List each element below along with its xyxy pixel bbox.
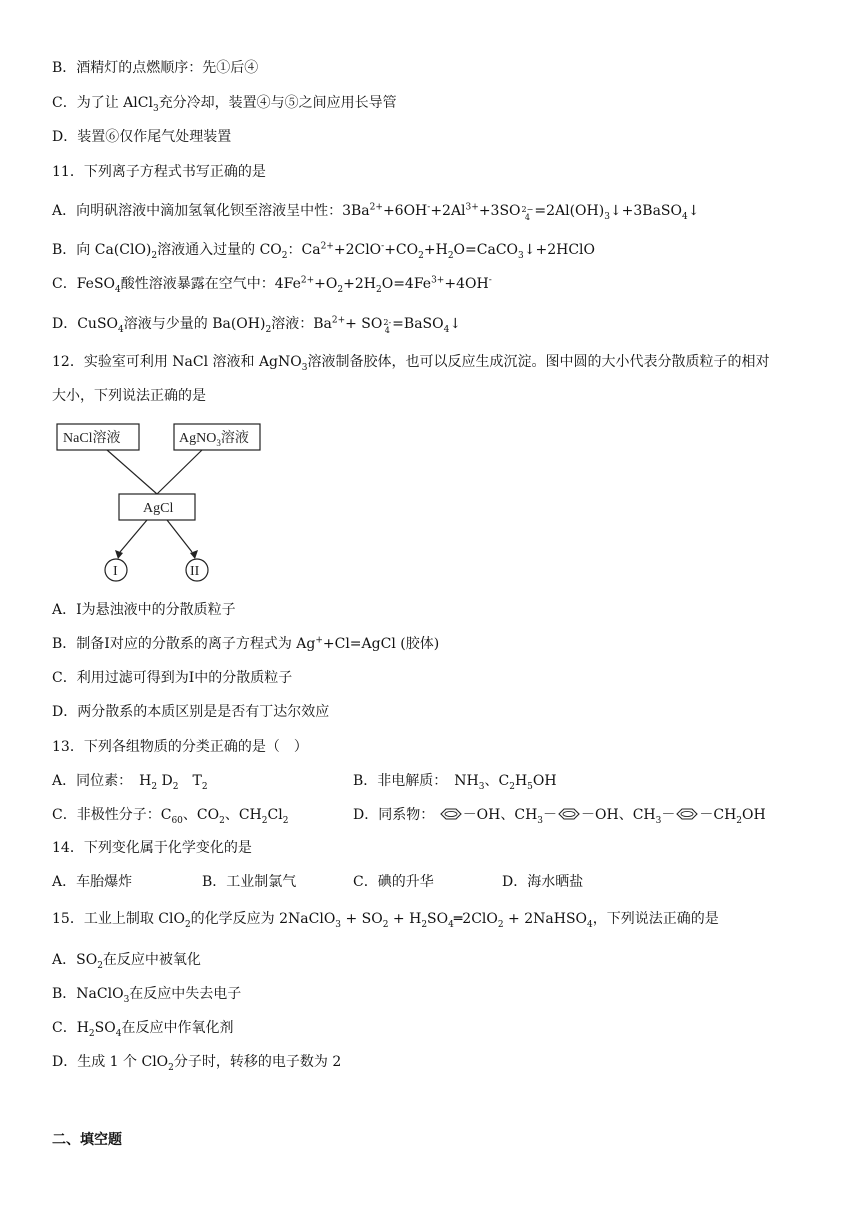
q10-option-c: C．为了让 AlCl$_3$充分冷却，装置④与⑤之间应用长导管 <box>52 95 397 114</box>
benzene-ring-icon <box>675 808 699 820</box>
q15-option-d: D．生成 1 个 ClO$_2$分子时，转移的电子数为 2 <box>52 1054 342 1073</box>
q11-option-b: B．向 $Ca(ClO)_2$溶液通入过量的 $CO_2$：$Ca^{2+}+2ClO^-+CO_2+H_2O=CaCO_3↓+2HClO$ <box>52 241 595 261</box>
q11-option-d: D．CuSO$_4$溶液与少量的 $Ba(OH)_2$溶液：$Ba^{2+}+$ SO 2- 4 =BaSO$_4$↓ <box>52 315 462 335</box>
benzene-ring-icon <box>439 808 463 820</box>
q14-option-d: D．海水晒盐 <box>502 874 584 890</box>
q15-option-a: A．$SO_2$在反应中被氧化 <box>52 952 201 971</box>
agcl-label: AgCl <box>143 501 174 516</box>
circle-i-label: I <box>113 564 118 579</box>
q14-stem: 14．下列变化属于化学变化的是 <box>52 840 252 856</box>
circle-ii-label: II <box>190 564 200 579</box>
agno3-label: AgNO$_3$溶液 <box>179 431 249 448</box>
q13-stem: 13．下列各组物质的分类正确的是（ ） <box>52 739 308 755</box>
q14-option-b: B．工业制氯气 <box>202 874 297 890</box>
q13-option-d: D．同系物： －OH、$CH_3- -OH$、$CH_3- -CH_2OH$ <box>353 807 766 826</box>
q10-option-d: D．装置⑥仅作尾气处理装置 <box>52 129 232 145</box>
q11-stem: 11．下列离子方程式书写正确的是 <box>52 164 266 180</box>
q12-option-d: D．两分散系的本质区别是是否有丁达尔效应 <box>52 704 330 720</box>
section-heading: 二、填空题 <box>52 1132 122 1148</box>
benzene-ring-icon <box>557 808 581 820</box>
nacl-label: NaCl溶液 <box>63 431 121 446</box>
q12-option-a: A．I为悬浊液中的分散质粒子 <box>52 602 236 618</box>
q11-option-a: A．向明矾溶液中滴加氢氧化钡至溶液呈中性：$3Ba^{2+}+6OH^-+2Al^{3+}+3SO$ 2− 4 $=2Al(OH)_3↓+3BaSO_4↓$ <box>52 202 700 222</box>
q14-option-c: C．碘的升华 <box>353 874 434 890</box>
q11-option-c: C．FeSO$_4$酸性溶液暴露在空气中：$4Fe^{2+}+O_2+2H_2O=4Fe^{3+}+4OH^-$ <box>52 275 492 295</box>
q13-option-b: B．非电解质： $NH_3$、$C_2H_5OH$ <box>353 773 557 792</box>
q15-option-c: C．$H_2SO_4$在反应中作氧化剂 <box>52 1020 234 1039</box>
arrow-left-head <box>115 550 123 559</box>
q12-stem-line2: 大小，下列说法正确的是 <box>52 388 206 404</box>
q14-option-a: A．车胎爆炸 <box>52 874 133 890</box>
q12-option-c: C．利用过滤可得到为I中的分散质粒子 <box>52 670 293 686</box>
q15-stem: 15．工业上制取 ClO$_2$的化学反应为 2NaClO$_3$ + $SO_2$ + $H_2SO_4═2ClO_2$ + 2NaHSO$_4$，下列说法正确的是 <box>52 911 719 930</box>
q13-option-c: C．非极性分子：$C_{60}$、$CO_2$、$CH_2Cl_2$ <box>52 807 289 826</box>
q10-option-b: B．酒精灯的点燃顺序：先①后④ <box>52 60 259 76</box>
q12-option-b: B．制备I对应的分散系的离子方程式为 Ag++Cl=AgCl (胶体) <box>52 635 440 652</box>
q13-option-a: A．同位素： $H_2$ $D_2$ $T_2$ <box>52 773 208 792</box>
q12-stem-line1: 12．实验室可利用 NaCl 溶液和 AgNO$_3$溶液制备胶体，也可以反应生成沉淀。图中圆的大小代表分散质粒子的相对 <box>52 354 770 373</box>
q15-option-b: B．NaClO$_3$在反应中失去电子 <box>52 986 242 1005</box>
agcl-diagram <box>52 420 272 590</box>
